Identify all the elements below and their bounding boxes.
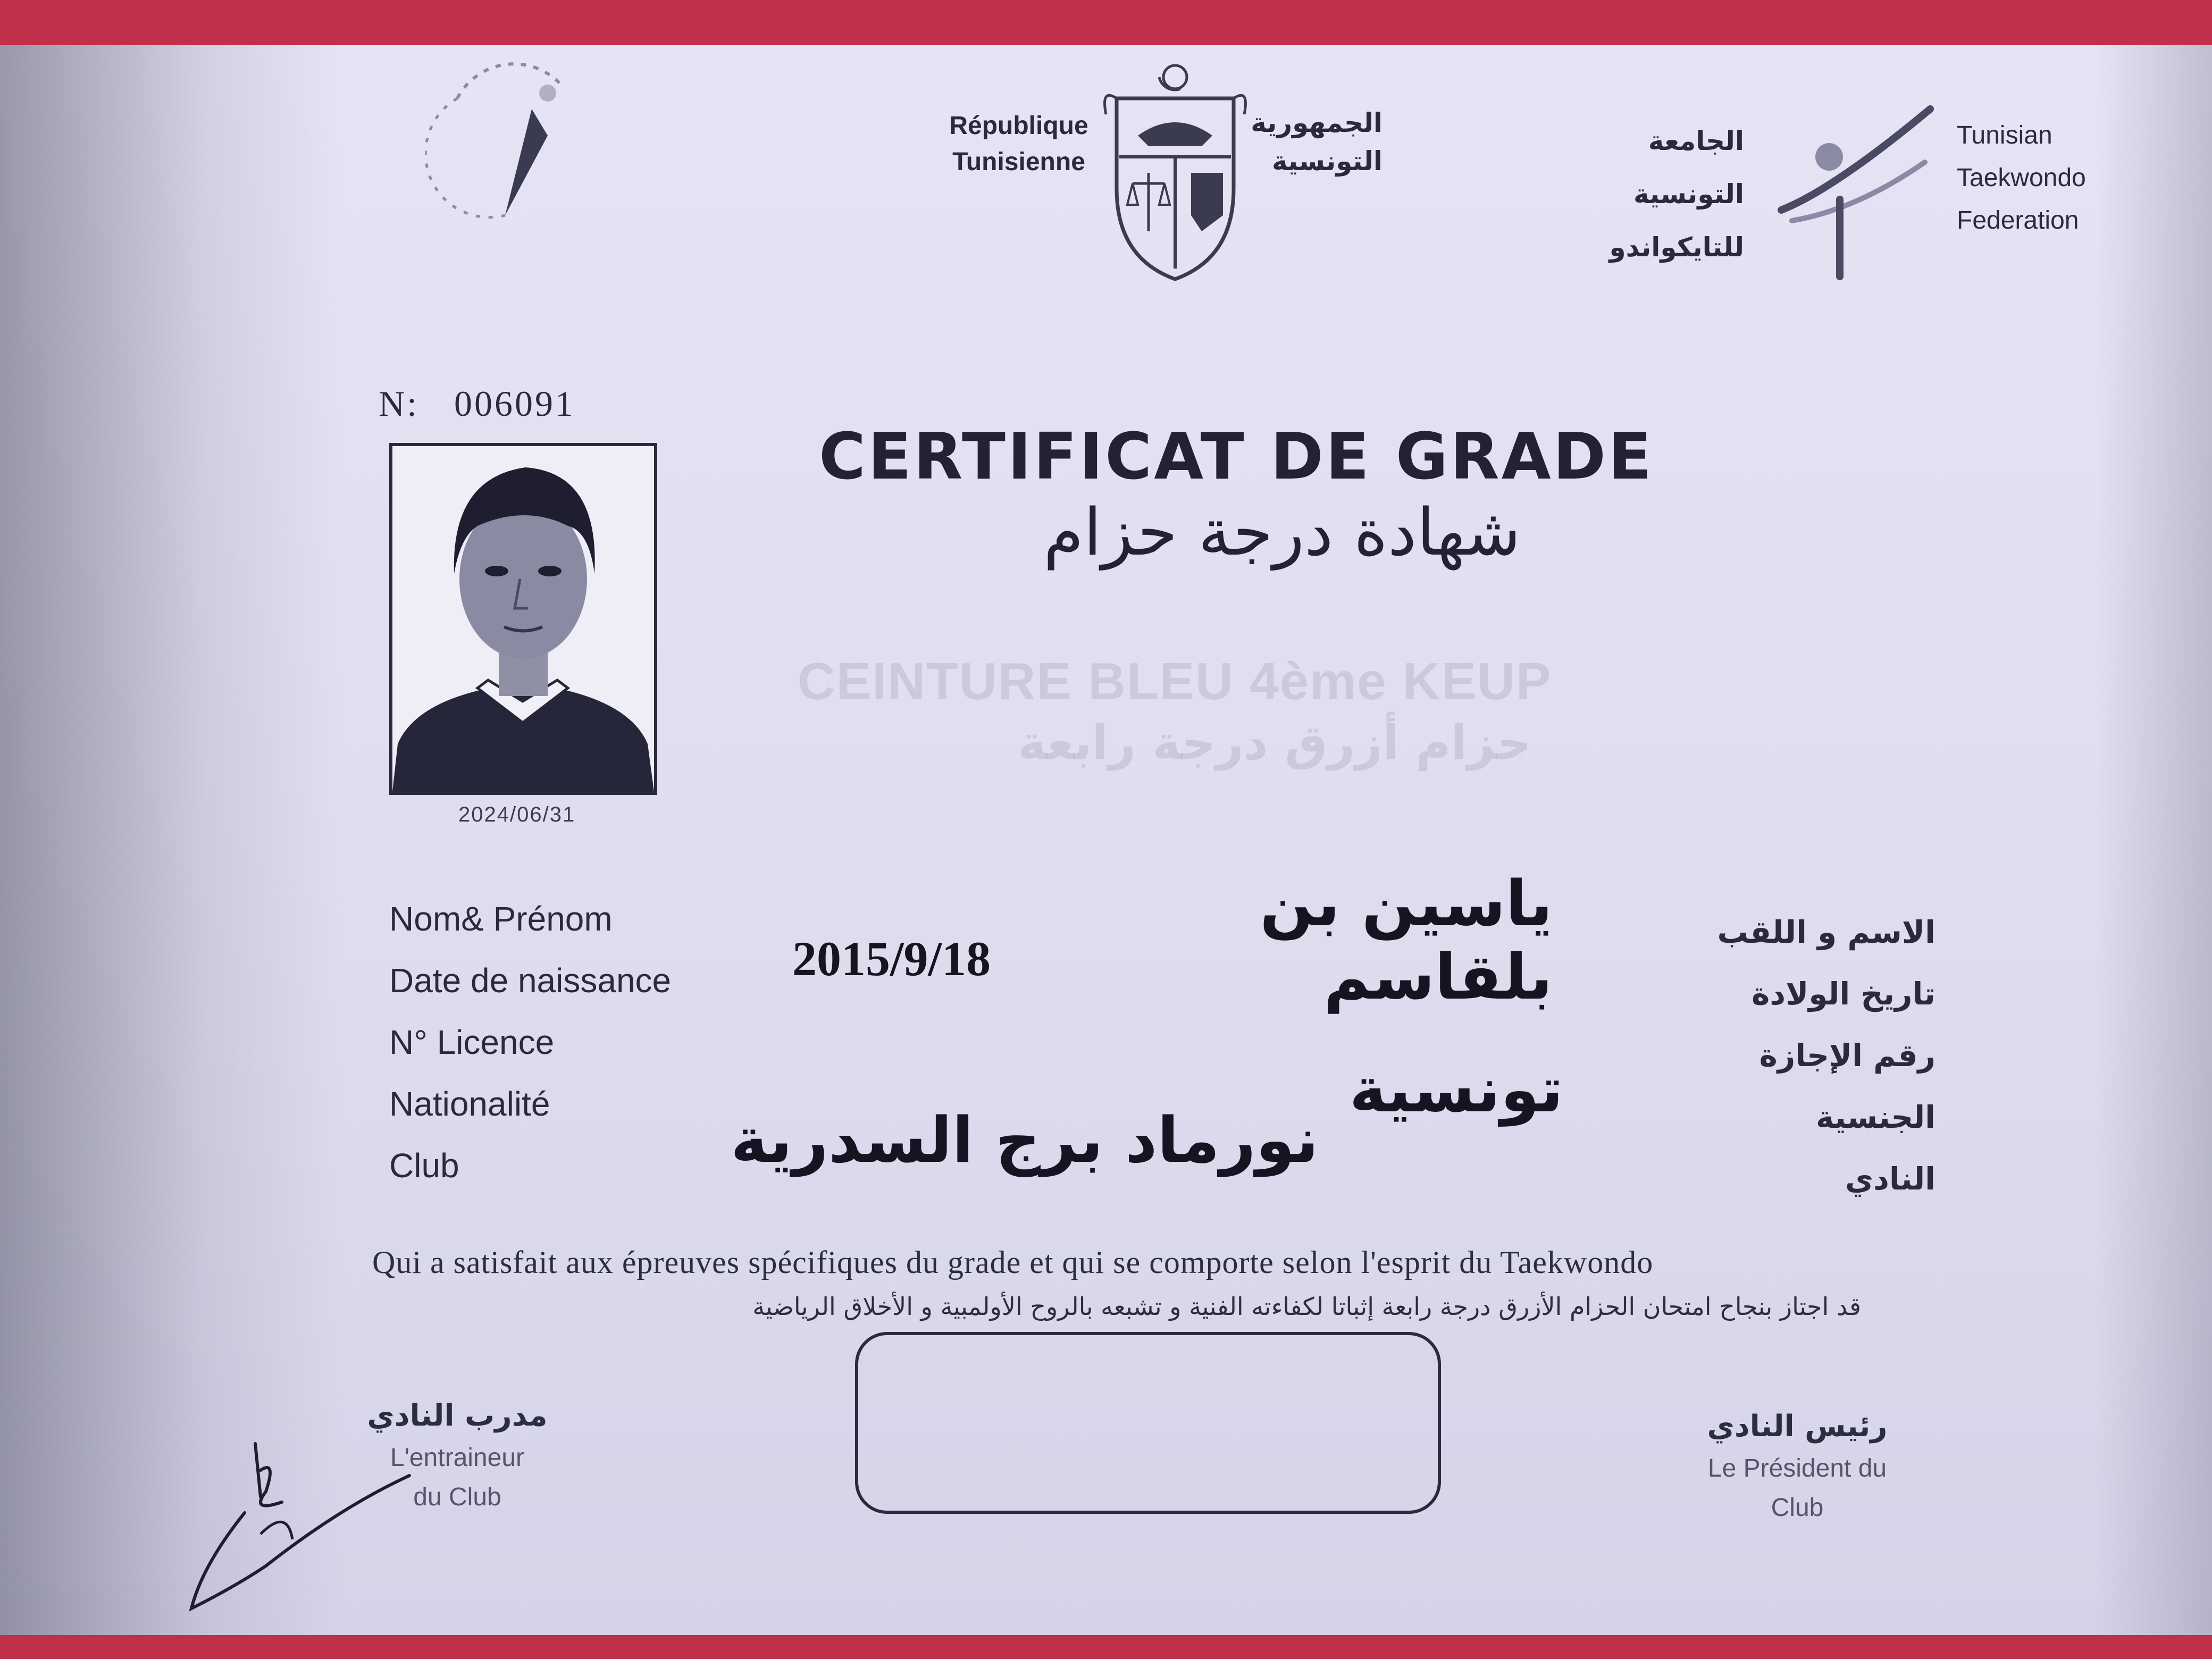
- label-licence-ar: رقم الإجازة: [1759, 1037, 1936, 1074]
- value-name: ياسين بن بلقاسم: [1260, 867, 1553, 1013]
- federation-ar-line-3: للتايكواندو: [1609, 232, 1744, 263]
- president-fr-line-1: Le Président du: [1707, 1454, 1887, 1482]
- statement-ar: قد اجتاز بنجاح امتحان الحزام الأزرق درجة رابعة إثباتا لكفاءته الفنية و تشبعه بالروح الأولمبية و الأخلاق الرياضية: [752, 1292, 1861, 1321]
- republic-fr-line-1: République: [949, 112, 1088, 140]
- faded-emblem-icon: [425, 56, 585, 226]
- federation-en-line-2: Taekwondo: [1957, 164, 2086, 192]
- value-birth-date: 2015/9/18: [792, 932, 991, 986]
- field-labels-fr: [389, 888, 671, 1196]
- value-club: نورماد برج السدرية: [731, 1103, 1319, 1177]
- label-licence-fr: N° Licence: [389, 1023, 555, 1061]
- label-nationality-fr: Nationalité: [389, 1085, 550, 1123]
- coach-signature: [181, 1428, 436, 1630]
- label-birth-date-ar: تاريخ الولادة: [1752, 976, 1936, 1012]
- certificate-page: [0, 45, 2212, 1635]
- id-photo: [389, 443, 657, 795]
- republic-ar-line-2: التونسية: [1271, 146, 1382, 177]
- president-title-fr: [1664, 1449, 1930, 1528]
- federation-name-ar: [1531, 114, 1744, 274]
- certificate-number: [379, 383, 575, 425]
- label-birth-date-fr: Date de naissance: [389, 961, 672, 1000]
- federation-en-line-1: Tunisian: [1957, 121, 2052, 149]
- photo-stamp-date: 2024/06/31: [458, 803, 576, 826]
- label-club-ar: النادي: [1845, 1161, 1936, 1197]
- label-name-ar: الاسم و اللقب: [1717, 914, 1936, 950]
- president-title-ar: رئيس النادي: [1707, 1409, 1888, 1444]
- certificate-number-label: N:: [379, 383, 419, 424]
- federation-logo-icon: [1771, 93, 1941, 284]
- label-club-fr: Club: [389, 1146, 459, 1185]
- republic-name-ar: [1244, 104, 1382, 180]
- value-nationality: تونسية: [1349, 1053, 1563, 1126]
- portrait-photo: [392, 446, 654, 792]
- president-fr-line-2: Club: [1771, 1494, 1824, 1522]
- field-labels-ar: [1606, 901, 1936, 1210]
- coat-of-arms-icon: [1095, 56, 1255, 284]
- federation-ar-line-2: التونسية: [1633, 179, 1744, 210]
- federation-en-line-3: Federation: [1957, 206, 2079, 234]
- stamp-box: [855, 1332, 1441, 1514]
- coach-fr-line-1: L'entraineur: [390, 1444, 524, 1472]
- federation-ar-line-1: الجامعة: [1648, 125, 1744, 156]
- statement-fr: Qui a satisfait aux épreuves spécifiques du grade et qui se comporte selon l'esprit du Taekwondo: [372, 1245, 1654, 1280]
- coach-fr-line-2: du Club: [413, 1483, 501, 1511]
- certificate-title-fr: CERTIFICAT DE GRADE: [819, 420, 1654, 494]
- federation-name-en: [1957, 114, 2138, 242]
- certificate-title-ar: شهادة درجة حزام: [1043, 495, 1521, 570]
- grade-label-ar: حزام أزرق درجة رابعة: [1018, 715, 1531, 771]
- certificate-number-value: 006091: [454, 383, 575, 424]
- label-nationality-ar: الجنسية: [1815, 1099, 1936, 1135]
- republic-name-fr: [939, 108, 1099, 180]
- label-name-fr: Nom& Prénom: [389, 900, 613, 938]
- republic-ar-line-1: الجمهورية: [1251, 107, 1382, 138]
- republic-fr-line-2: Tunisienne: [952, 148, 1085, 176]
- coach-title-ar: مدرب النادي: [367, 1398, 548, 1433]
- grade-label-fr: CEINTURE BLEU 4ème KEUP: [798, 652, 1552, 710]
